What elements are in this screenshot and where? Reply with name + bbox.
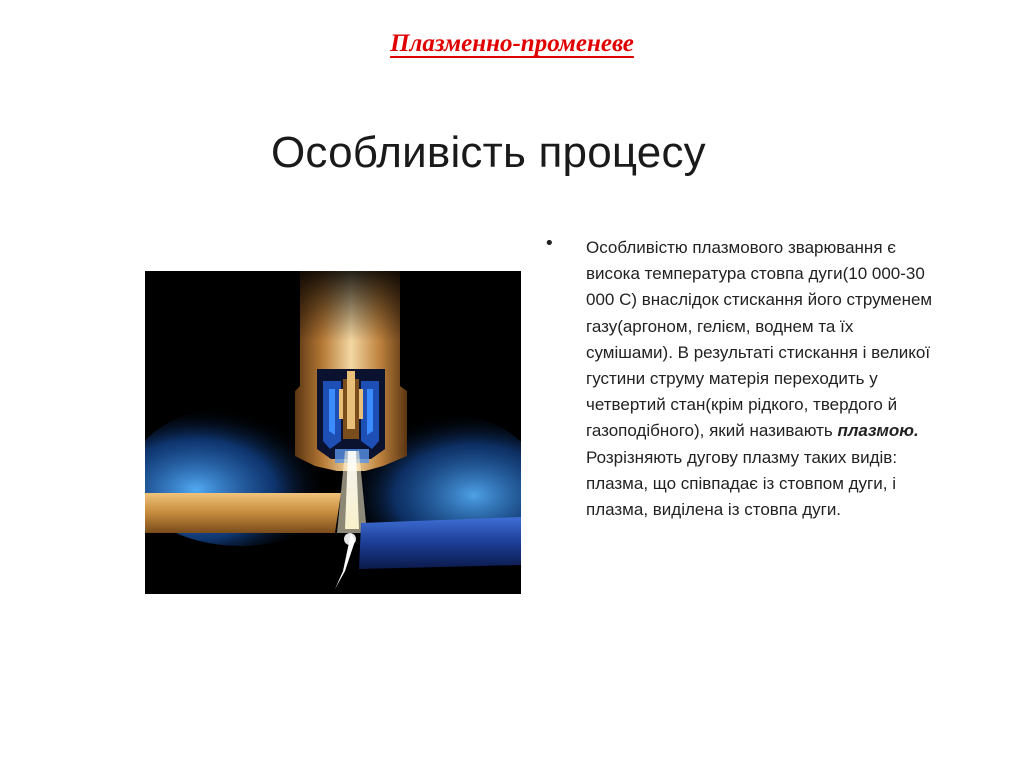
bullet-text-before: Особливістю плазмового зварювання є висока температура стовпа дуги(10 000-30 000 С) внаслідок стискання його струменем газу(аргоном, гелієм, воднем та їх сумішами). В результаті стискання і великої густини струму матерія переходить у четвертий стан(крім рідкого, твердого й газоподібного), який називають — [586, 238, 933, 441]
plasma-torch-illustration — [145, 271, 521, 594]
slide-title: Особливість процесу — [271, 128, 706, 177]
header-title: Плазменно-променеве — [390, 30, 634, 57]
bullet-bold-term: плазмою. — [837, 421, 919, 441]
bullet-text-after: Розрізняють дугову плазму таких видів: плазма, що співпадає із стовпом дуги, і плазма, виділена із стовпа дуги. — [586, 447, 898, 520]
bullet-paragraph — [586, 235, 938, 523]
bullet-dot-icon: • — [544, 233, 555, 254]
plasma-torch-image — [145, 271, 521, 594]
